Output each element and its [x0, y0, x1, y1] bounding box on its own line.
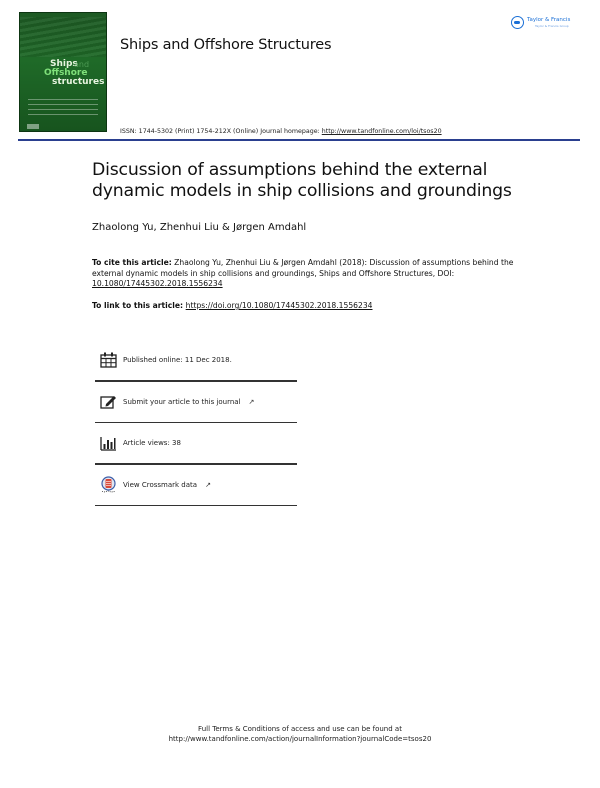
doi-link[interactable]: 10.1080/17445302.2018.1556234	[92, 279, 223, 288]
publisher-sub: Taylor & Francis Group	[535, 23, 569, 28]
crossmark-row[interactable]	[95, 465, 297, 505]
cover-title-line1: Ships	[50, 59, 78, 69]
issn-line	[120, 128, 442, 135]
footer	[0, 724, 600, 744]
published-online-row	[95, 340, 297, 380]
article-url-link[interactable]: https://doi.org/10.1080/17445302.2018.1556234	[185, 301, 373, 310]
citation-block	[92, 258, 532, 290]
cover-title-suffix: and	[74, 60, 90, 69]
bar-chart-icon	[99, 435, 117, 451]
issn-text: ISSN: 1744-5302 (Print) 1754-212X (Online) Journal homepage:	[120, 128, 322, 135]
journal-cover-image	[19, 12, 107, 132]
cover-title-line2: Offshore	[44, 68, 88, 78]
external-link-icon: ↗	[248, 397, 255, 406]
header-rule	[18, 139, 580, 141]
link-label: To link to this article:	[92, 301, 186, 310]
article-views-row	[95, 423, 297, 463]
cite-text: Zhaolong Yu, Zhenhui Liu & Jørgen Amdahl (2018): Discussion of assumptions behind the external dynamic models in ship collisions and groundings, Ships and Offshore Structures, DOI:	[92, 258, 514, 278]
footer-terms-text: Full Terms & Conditions of access and use can be found at	[198, 725, 402, 733]
cover-text-lines	[28, 99, 98, 117]
edit-icon	[99, 394, 117, 410]
journal-homepage-link[interactable]: http://www.tandfonline.com/loi/tsos20	[321, 128, 442, 135]
cover-publisher-logo	[27, 124, 39, 129]
publisher-name: Taylor & Francis	[527, 16, 571, 23]
article-authors: Zhaolong Yu, Zhenhui Liu & Jørgen Amdahl	[92, 222, 307, 233]
external-link-icon: ↗	[205, 480, 211, 489]
cover-title-line3: structures	[52, 77, 105, 87]
article-info-box	[95, 340, 297, 506]
cite-label: To cite this article:	[92, 258, 172, 267]
calendar-icon	[99, 352, 117, 368]
footer-terms-link[interactable]: http://www.tandfonline.com/action/journalInformation?journalCode=tsos20	[168, 735, 432, 743]
divider	[95, 505, 297, 507]
taylor-francis-icon	[511, 16, 524, 29]
article-views-text: Article views: 38	[123, 439, 181, 447]
cover-wave-pattern	[20, 17, 106, 57]
published-online-text: Published online: 11 Dec 2018.	[123, 356, 232, 364]
crossmark-link[interactable]: View Crossmark data	[123, 480, 198, 489]
journal-title: Ships and Offshore Structures	[120, 37, 332, 53]
article-title: Discussion of assumptions behind the external dynamic models in ship collisions and groundings	[92, 160, 512, 201]
article-link-line	[92, 301, 372, 310]
submit-article-row[interactable]	[95, 382, 297, 422]
crossmark-icon	[99, 477, 117, 493]
submit-article-link[interactable]: Submit your article to this journal	[123, 397, 241, 406]
publisher-logo[interactable]	[511, 16, 570, 29]
